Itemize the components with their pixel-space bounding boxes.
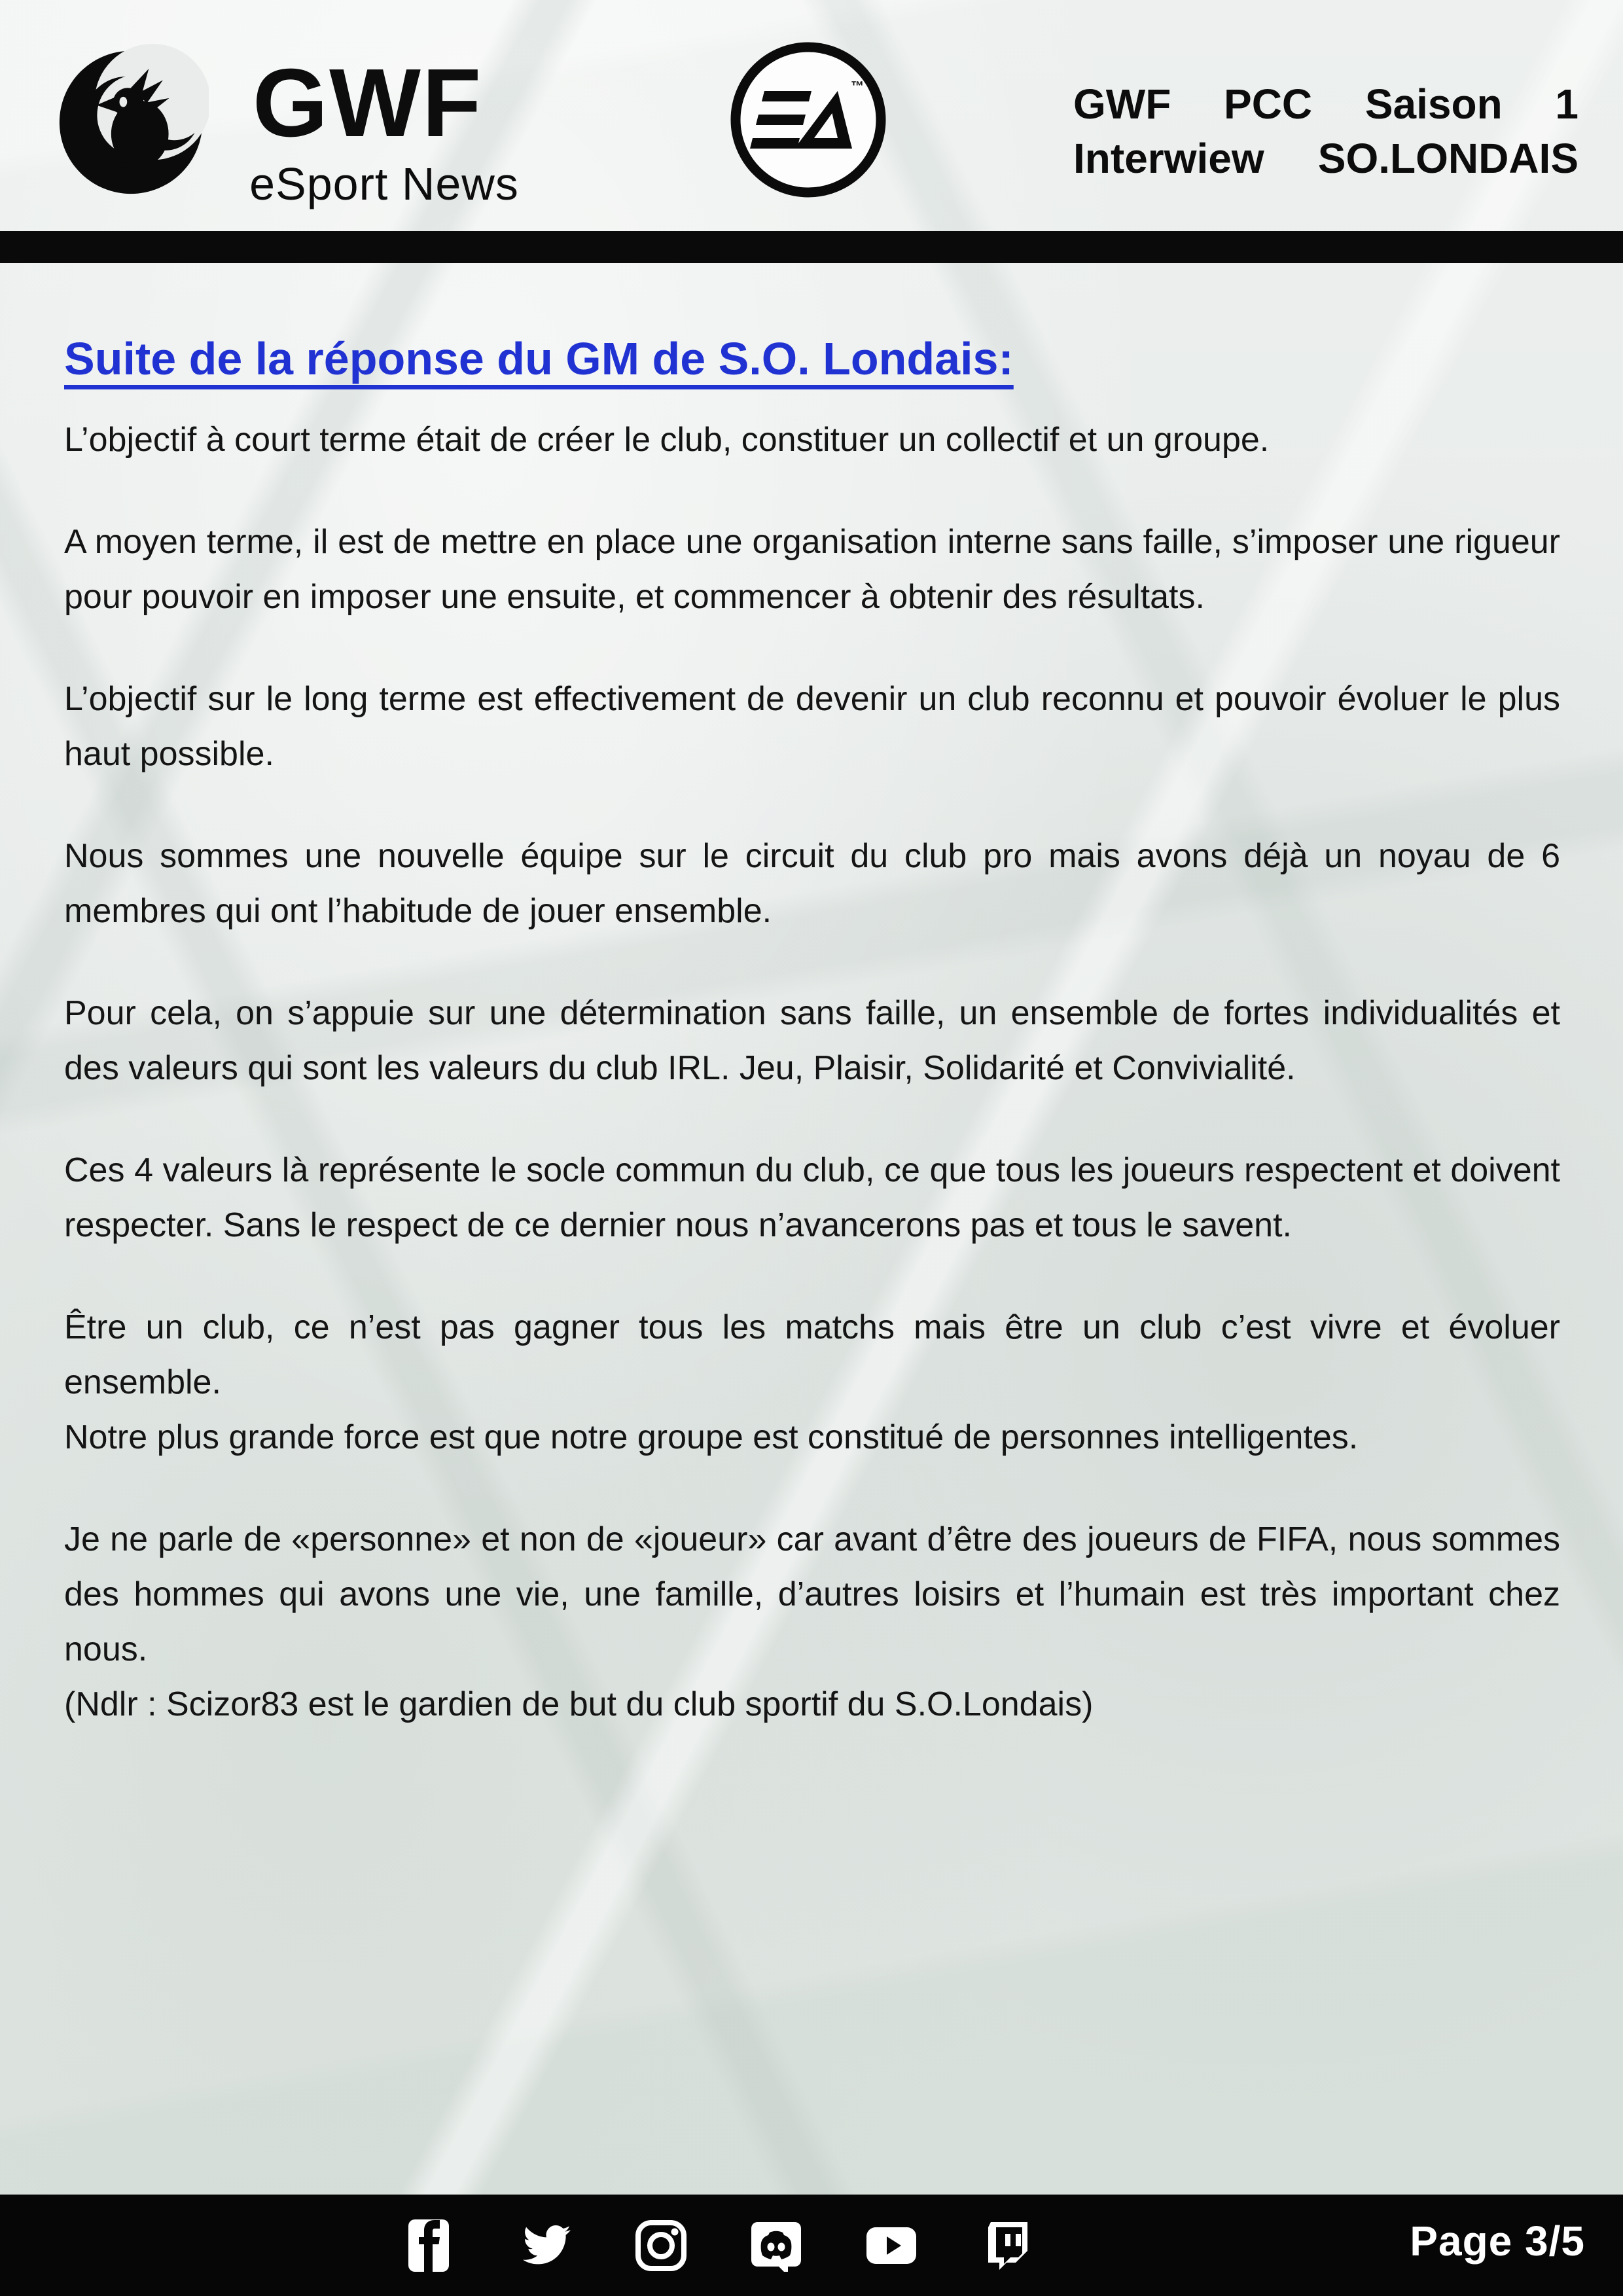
phoenix-logo-icon — [56, 43, 209, 196]
paragraph: L’objectif sur le long terme est effectivement de devenir un club reconnu et pouvoir évoluer le plus haut possible. — [64, 680, 1560, 773]
page-indicator: Page 3/5 — [1410, 2217, 1585, 2265]
paragraph: Ces 4 valeurs là représente le socle commun du club, ce que tous les joueurs respectent et doivent respecter. Sans le respect de ce dernier nous n’avancerons pas et tous le savent. — [64, 1151, 1560, 1244]
paragraph: (Ndlr : Scizor83 est le gardien de but du club sportif du S.O.Londais) — [64, 1685, 1094, 1723]
issue-title-word: PCC — [1224, 81, 1313, 128]
twitch-icon[interactable] — [980, 2219, 1033, 2272]
header-divider-bar — [0, 231, 1623, 263]
social-links-row — [404, 2219, 1033, 2272]
brand-tagline: eSport News — [249, 158, 519, 209]
brand-block — [249, 49, 538, 209]
youtube-icon[interactable] — [865, 2219, 918, 2272]
instagram-icon[interactable] — [635, 2219, 687, 2272]
paragraph: Nous sommes une nouvelle équipe sur le circuit du club pro mais avons déjà un noyau de 6 membres qui ont l’habitude de jouer ensemble. — [64, 837, 1560, 930]
svg-text:™: ™ — [851, 79, 864, 94]
issue-title-word: SO.LONDAIS — [1317, 135, 1578, 183]
footer-bar — [0, 2195, 1623, 2296]
facebook-icon[interactable] — [404, 2219, 457, 2272]
discord-icon[interactable] — [750, 2219, 802, 2272]
ea-logo-icon — [728, 39, 889, 200]
paragraph: L’objectif à court terme était de créer le club, constituer un collectif et un groupe. — [64, 421, 1270, 459]
issue-title-word: 1 — [1555, 81, 1578, 128]
paragraph: Pour cela, on s’appuie sur une détermination sans faille, un ensemble de fortes individualités et des valeurs qui sont les valeurs du club IRL. Jeu, Plaisir, Solidarité et Convivialité. — [64, 994, 1560, 1087]
article-heading: Suite de la réponse du GM de S.O. Londais: — [64, 333, 1014, 384]
paragraph: Être un club, ce n’est pas gagner tous les matchs mais être un club c’est vivre et évoluer ensemble. — [64, 1308, 1560, 1401]
twitter-icon[interactable] — [520, 2219, 572, 2272]
issue-title-line2 — [1073, 132, 1578, 186]
paragraph: Je ne parle de «personne» et non de «joueur» car avant d’être des joueurs de FIFA, nous sommes des hommes qui avons une vie, une famille, d’autres loisirs et l’humain est très important chez nous. — [64, 1520, 1560, 1668]
paragraphs-container — [64, 412, 1560, 1732]
article-body — [64, 332, 1560, 1732]
paragraph: A moyen terme, il est de mettre en place une organisation interne sans faille, s’imposer une rigueur pour pouvoir en imposer une ensuite, et commencer à obtenir des résultats. — [64, 523, 1560, 616]
paragraph: Notre plus grande force est que notre groupe est constitué de personnes intelligentes. — [64, 1418, 1359, 1456]
issue-title — [1073, 77, 1578, 186]
issue-title-word: Saison — [1364, 81, 1503, 128]
issue-title-word: Interwiew — [1073, 135, 1264, 183]
brand-name: GWF — [253, 49, 483, 157]
issue-title-line1 — [1073, 77, 1578, 132]
issue-title-word: GWF — [1073, 81, 1171, 128]
